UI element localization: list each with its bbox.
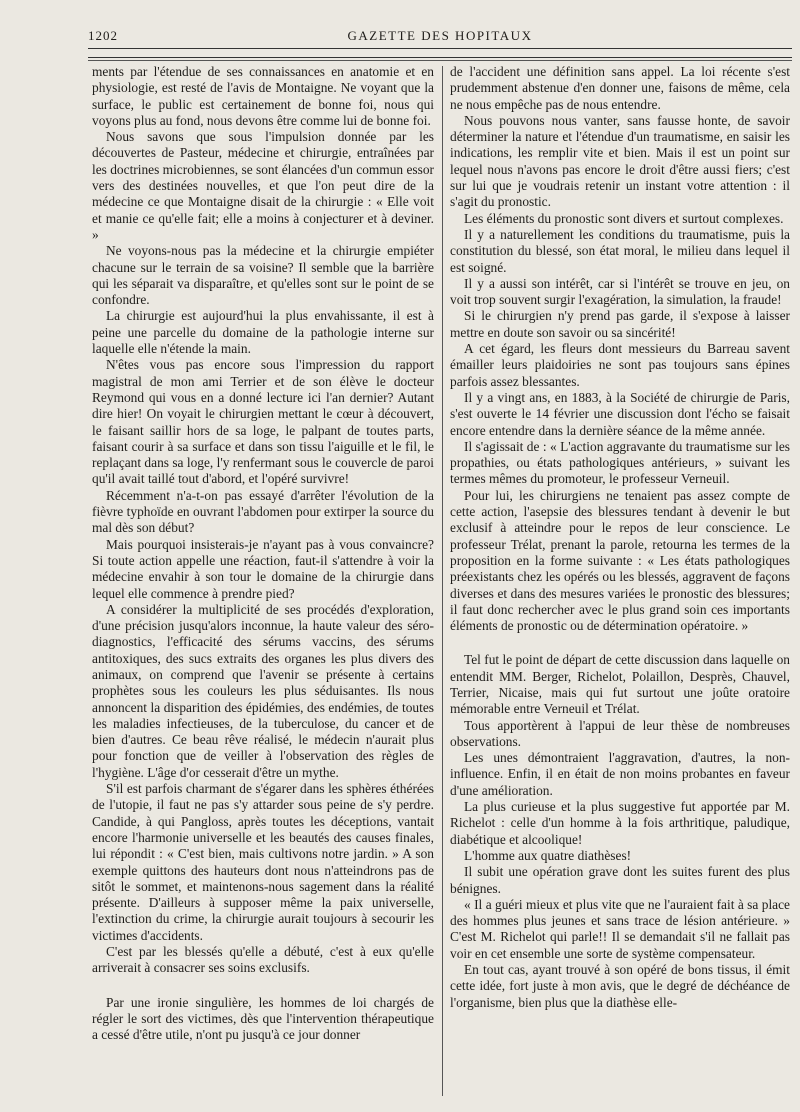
double-rule-top (88, 57, 792, 58)
paragraph: Récemment n'a-t-on pas essayé d'arrêter l'évolution de la fièvre typhoïde en ouvrant l'abdomen pour extirper la source du mal dès son début? (92, 487, 434, 536)
paragraph: La plus curieuse et la plus suggestive fut apportée par M. Richelot : celle d'un homme à la fois arthritique, paludique, diabétique et alcoolique! (450, 799, 790, 847)
paragraph: Par une ironie singulière, les hommes de loi chargés de régler le sort des victimes, dès que l'intervention thérapeutique a cessé d'être utile, n'ont pu jusqu'à ce jour donner (92, 994, 434, 1043)
paragraph: En tout cas, ayant trouvé à son opéré de bons tissus, il émit cette idée, fort juste à mon avis, que le degré de déchéance de l'organisme, bien plus que la diathèse elle- (450, 962, 790, 1010)
journal-title: GAZETTE DES HOPITAUX (347, 28, 533, 43)
paragraph: A considérer la multiplicité de ses procédés d'exploration, d'une précision jusqu'alors inconnue, la haute valeur des séro-diagnostics, l'efficacité des sérums vaccins, des sérums antitoxiques, des sucs extraits des organes les plus divers des animaux, on comprend que l'avenir se présente à certains prophètes sous les couleurs les plus séduisantes. Ils nous annoncent la disparition des épidémies, des endémies, de toutes les maladies infectieuses, de la tuberculose, du cancer et de bien d'autres. Ce beau rêve réalisé, le médecin n'aurait plus pour fonction que de veiller à l'observation des règles de l'hygiène. L'âge d'or cesserait d'être un mythe. (92, 601, 434, 780)
section-gap (92, 977, 434, 995)
paragraph: Si le chirurgien n'y prend pas garde, il s'expose à laisser mettre en doute son savoir ou sa sincérité! (450, 308, 790, 340)
paragraph: de l'accident une définition sans appel. La loi récente s'est prudemment abstenue d'en donner une, faisons de même, cela ne nous empêche pas de nous entendre. (450, 64, 790, 112)
paragraph: Il y a naturellement les conditions du traumatisme, puis la constitution du blessé, son état moral, le milieu dans lequel il est soigné. (450, 226, 790, 275)
paragraph: La chirurgie est aujourd'hui la plus envahissante, il est à peine une parcelle du domaine de la pathologie interne sur laquelle elle n'étende la main. (92, 308, 434, 357)
column-divider (442, 66, 443, 1096)
paragraph: « Il a guéri mieux et plus vite que ne l'auraient fait à sa place des hommes plus jeunes et sans trace de lésion antérieure. » C'est M. Richelot qui parle!! Il se demandait s'il ne fallait pas voir en cet ensemble une sorte de système compensateur. (450, 896, 790, 961)
paragraph: A cet égard, les fleurs dont messieurs du Barreau savent émailler leurs plaidoiries ne sont pas toujours sans épines parfois assez blessantes. (450, 341, 790, 389)
paragraph: Il subit une opération grave dont les suites furent des plus bénignes. (450, 864, 790, 896)
section-gap (450, 634, 790, 652)
paragraph: Nous pouvons nous vanter, sans fausse honte, de savoir déterminer la nature et l'étendue d'un traumatisme, en saisir les indications, les remplir vite et bien. Mais il est un point sur lequel nous n'avons pas encore le droit d'être aussi fiers; c'est sur lui que je voudrais retenir un instant votre attention : il s'agit du pronostic. (450, 112, 790, 210)
paragraph: Il s'agissait de : « L'action aggravante du traumatisme sur les propathies, ou états pathologiques antérieurs, » suivant les termes mêmes du promoteur, le professeur Verneuil. (450, 438, 790, 487)
paragraph: Il y a vingt ans, en 1883, à la Société de chirurgie de Paris, s'est ouverte le 14 février une discussion dont l'écho se faisait encore entendre dans la dernière séance de la même année. (450, 389, 790, 438)
right-column (450, 64, 790, 1104)
header-rule (88, 48, 792, 49)
paragraph: Tous apportèrent à l'appui de leur thèse de nombreuses observations. (450, 717, 790, 749)
paragraph: N'êtes vous pas encore sous l'impression du rapport magistral de mon ami Terrier et de son élève le docteur Reymond qui vous en a donné lecture ici l'an dernier? Autant dire hier! On voyait le chirurgien mettant le cœur à découvert, le faisant saillir hors de sa loge, le palpant de toutes parts, faisant courir à sa surface et dans son tissu l'aiguille et le fil, le replaçant dans sa loge, l'y renfermant sous le couvercle de paroi qu'il avait taillé tout d'abord, et l'opéré survivre! (92, 357, 434, 487)
paragraph: L'homme aux quatre diathèses! (464, 847, 632, 863)
paragraph: Pour lui, les chirurgiens ne tenaient pas assez compte de cette action, l'asepsie des blessures tendant à devenir le but exclusif à atteindre pour le repos de leur conscience. Le professeur Trélat, prenant la parole, retourna les termes de la proposition en la forme suivante : « Les états pathologiques préexistants chez les opérés ou les blessés, aggravent de façons diverses et dans des mesures variées le pronostic des blessures; il faut donc rechercher avec le plus grand soin ces importants éléments de pronostic ou de détermination opératoire. » (450, 487, 790, 634)
left-column (92, 64, 434, 1104)
paragraph: Il y a aussi son intérêt, car si l'intérêt se trouve en jeu, on voit trop souvent surgir l'exagération, la simulation, la fraude! (450, 275, 790, 308)
paragraph: ments par l'étendue de ses connaissances en anatomie et en physiologie, est resté de l'avis de Montaigne. Ne voyant que la surface, le public est certainement de bonne foi, nous qui voyons plus au fond, nous devons être comme lui de bonne foi. (92, 64, 434, 128)
paragraph: C'est par les blessés qu'elle a débuté, c'est à eux qu'elle arriverait à consacrer ses soins exclusifs. (92, 944, 434, 976)
paragraph: Les unes démontraient l'aggravation, d'autres, la non-influence. Enfin, il en était de non moins probantes en faveur d'une amélioration. (450, 750, 790, 798)
page-number: 1202 (88, 28, 118, 43)
paragraph: Les éléments du pronostic sont divers et surtout complexes. (464, 210, 784, 226)
paragraph: S'il est parfois charmant de s'égarer dans les sphères éthérées de l'utopie, il faut ne pas s'y attarder sous peine de s'y perdre. Candide, à qui Pangloss, après toutes les déceptions, vantait encore l'harmonie universelle et les beautés des causes finales, lui répondit : « C'est bien, mais cultivons notre jardin. » A son exemple quittons des hauteurs dont nous n'atteindrons pas de sitôt le sommet, et maintenons-nous sagement dans la réalité présente. D'ailleurs à supposer même la paix universelle, l'extinction du crime, la chirurgie aurait toujours à secourir les victimes d'accidents. (92, 781, 434, 943)
page-header (88, 28, 792, 46)
paragraph: Mais pourquoi insisterais-je n'ayant pas à vous convaincre? Si toute action appelle une réaction, faut-il s'attendre à voir la médecine envahir à son tour le domaine de la chirurgie dans lequel elle commence à prendre pied? (92, 536, 434, 601)
paragraph: Nous savons que sous l'impulsion donnée par les découvertes de Pasteur, médecine et chirurgie, entraînées par les doctrines microbiennes, se sont élancées d'un commun essor vers des destinées nouvelles, et que l'on peut dire de la médecine ce que Montaigne disait de la chirurgie : « Elle voit et manie ce qu'elle fait; elle a moins à conjecturer et à deviner. » (92, 129, 434, 242)
paragraph: Ne voyons-nous pas la médecine et la chirurgie empiéter chacune sur le terrain de sa voisine? Il semble que la barrière qui les séparait va disparaître, et qu'elles sont sur le point de se confondre. (92, 243, 434, 308)
paragraph: Tel fut le point de départ de cette discussion dans laquelle on entendit MM. Berger, Richelot, Polaillon, Desprès, Chauvel, Terrier, Nicaise, mais qui fut surtout une joûte oratoire mémorable entre Verneuil et Trélat. (450, 652, 790, 717)
double-rule-bottom (88, 60, 792, 61)
